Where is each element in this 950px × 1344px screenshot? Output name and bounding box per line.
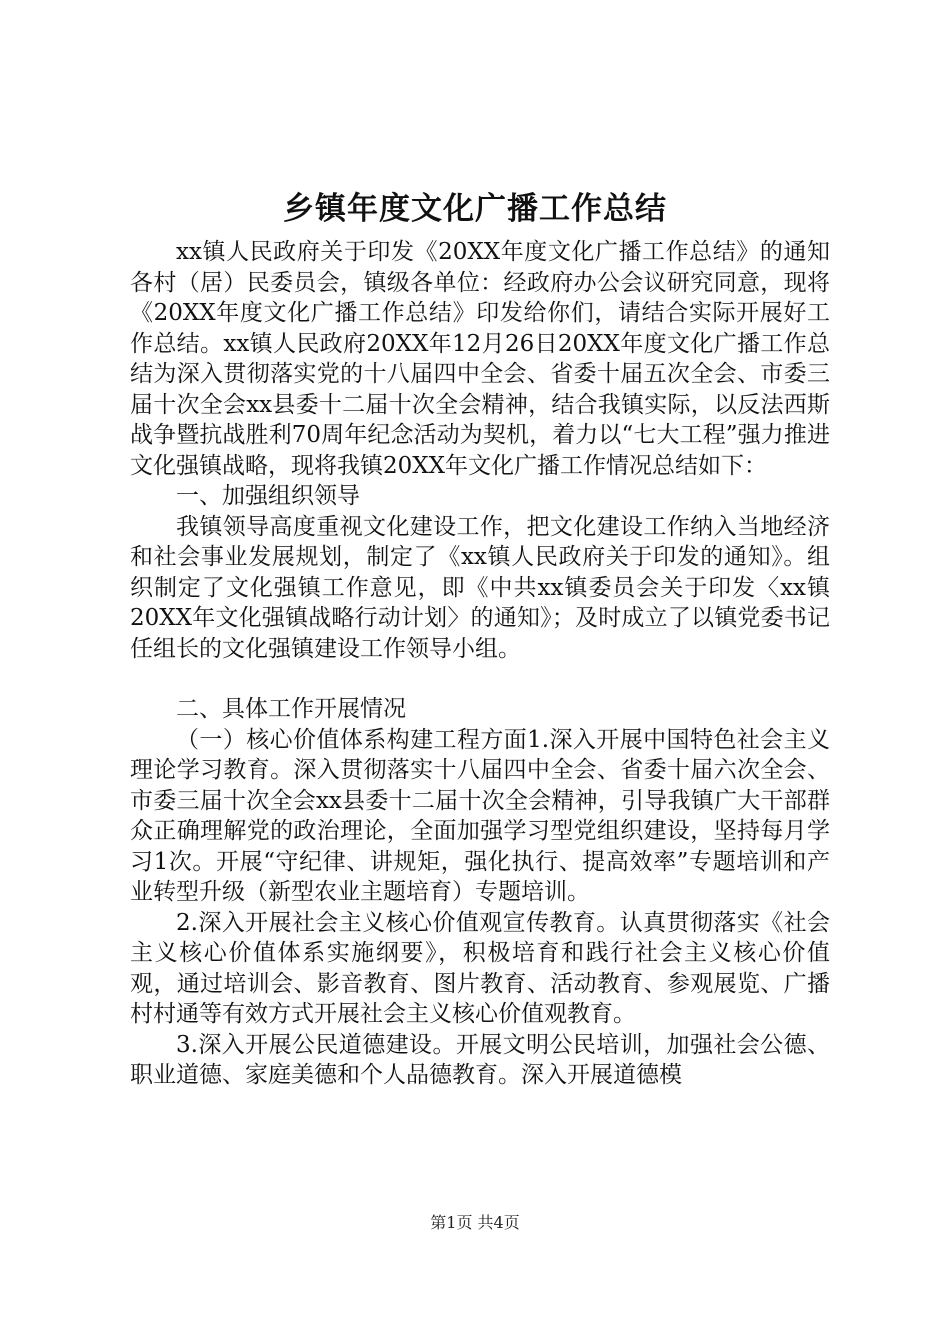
heading-work-status: 二、具体工作开展情况 <box>176 696 406 722</box>
page-number-footer: 第1页 共4页 <box>430 1213 520 1232</box>
paragraph-core-values-project: （一）核心价值体系构建工程方面1.深入开展中国特色社会主义理论学习教育。深入贯彻落实十八届四中全会、省委十届六次全会、市委三届十次全会xx县委十二届十次全会精神，引导我镇广大干部群众正确理解党的政治理论，全面加强学习型党组织建设，坚持每月学习1次。开展“守纪律、讲规矩，强化执行、提高效率”专题培训和产业转型升级（新型农业主题培育）专题培训。 <box>130 726 830 905</box>
document-title: 乡镇年度文化广播工作总结 <box>283 191 667 227</box>
paragraph-notice: xx镇人民政府关于印发《20XX年度文化广播工作总结》的通知各村（居）民委员会，镇级各单位：经政府办公会议研究同意，现将《20XX年度文化广播工作总结》印发给你们，请结合实际开展好工作总结。xx镇人民政府20XX年12月26日20XX年度文化广播工作总结为深入贯彻落实党的十八届四中全会、省委十届五次全会、市委三届十次全会xx县委十二届十次全会精神，结合我镇实际，以反法西斯战争暨抗战胜利70周年纪念活动为契机，着力以“七大工程”强力推进文化强镇战略，现将我镇20XX年文化广播工作情况总结如下： <box>130 239 830 479</box>
heading-organization: 一、加强组织领导 <box>176 483 360 509</box>
paragraph-civic-morality: 3.深入开展公民道德建设。开展文明公民培训，加强社会公德、职业道德、家庭美德和个人品德教育。深入开展道德模 <box>130 1031 830 1088</box>
paragraph-core-values-education: 2.深入开展社会主义核心价值观宣传教育。认真贯彻落实《社会主义核心价值体系实施纲要》，积极培育和践行社会主义核心价值观，通过培训会、影音教育、图片教育、活动教育、参观展览、广播村村通等有效方式开展社会主义核心价值观教育。 <box>130 909 830 1027</box>
paragraph-organization: 我镇领导高度重视文化建设工作，把文化建设工作纳入当地经济和社会事业发展规划，制定了《xx镇人民政府关于印发的通知》。组织制定了文化强镇工作意见，即《中共xx镇委员会关于印发〈xx镇20XX年文化强镇战略行动计划〉的通知》；及时成立了以镇党委书记任组长的文化强镇建设工作领导小组。 <box>130 513 830 662</box>
document-body <box>130 237 830 1091</box>
